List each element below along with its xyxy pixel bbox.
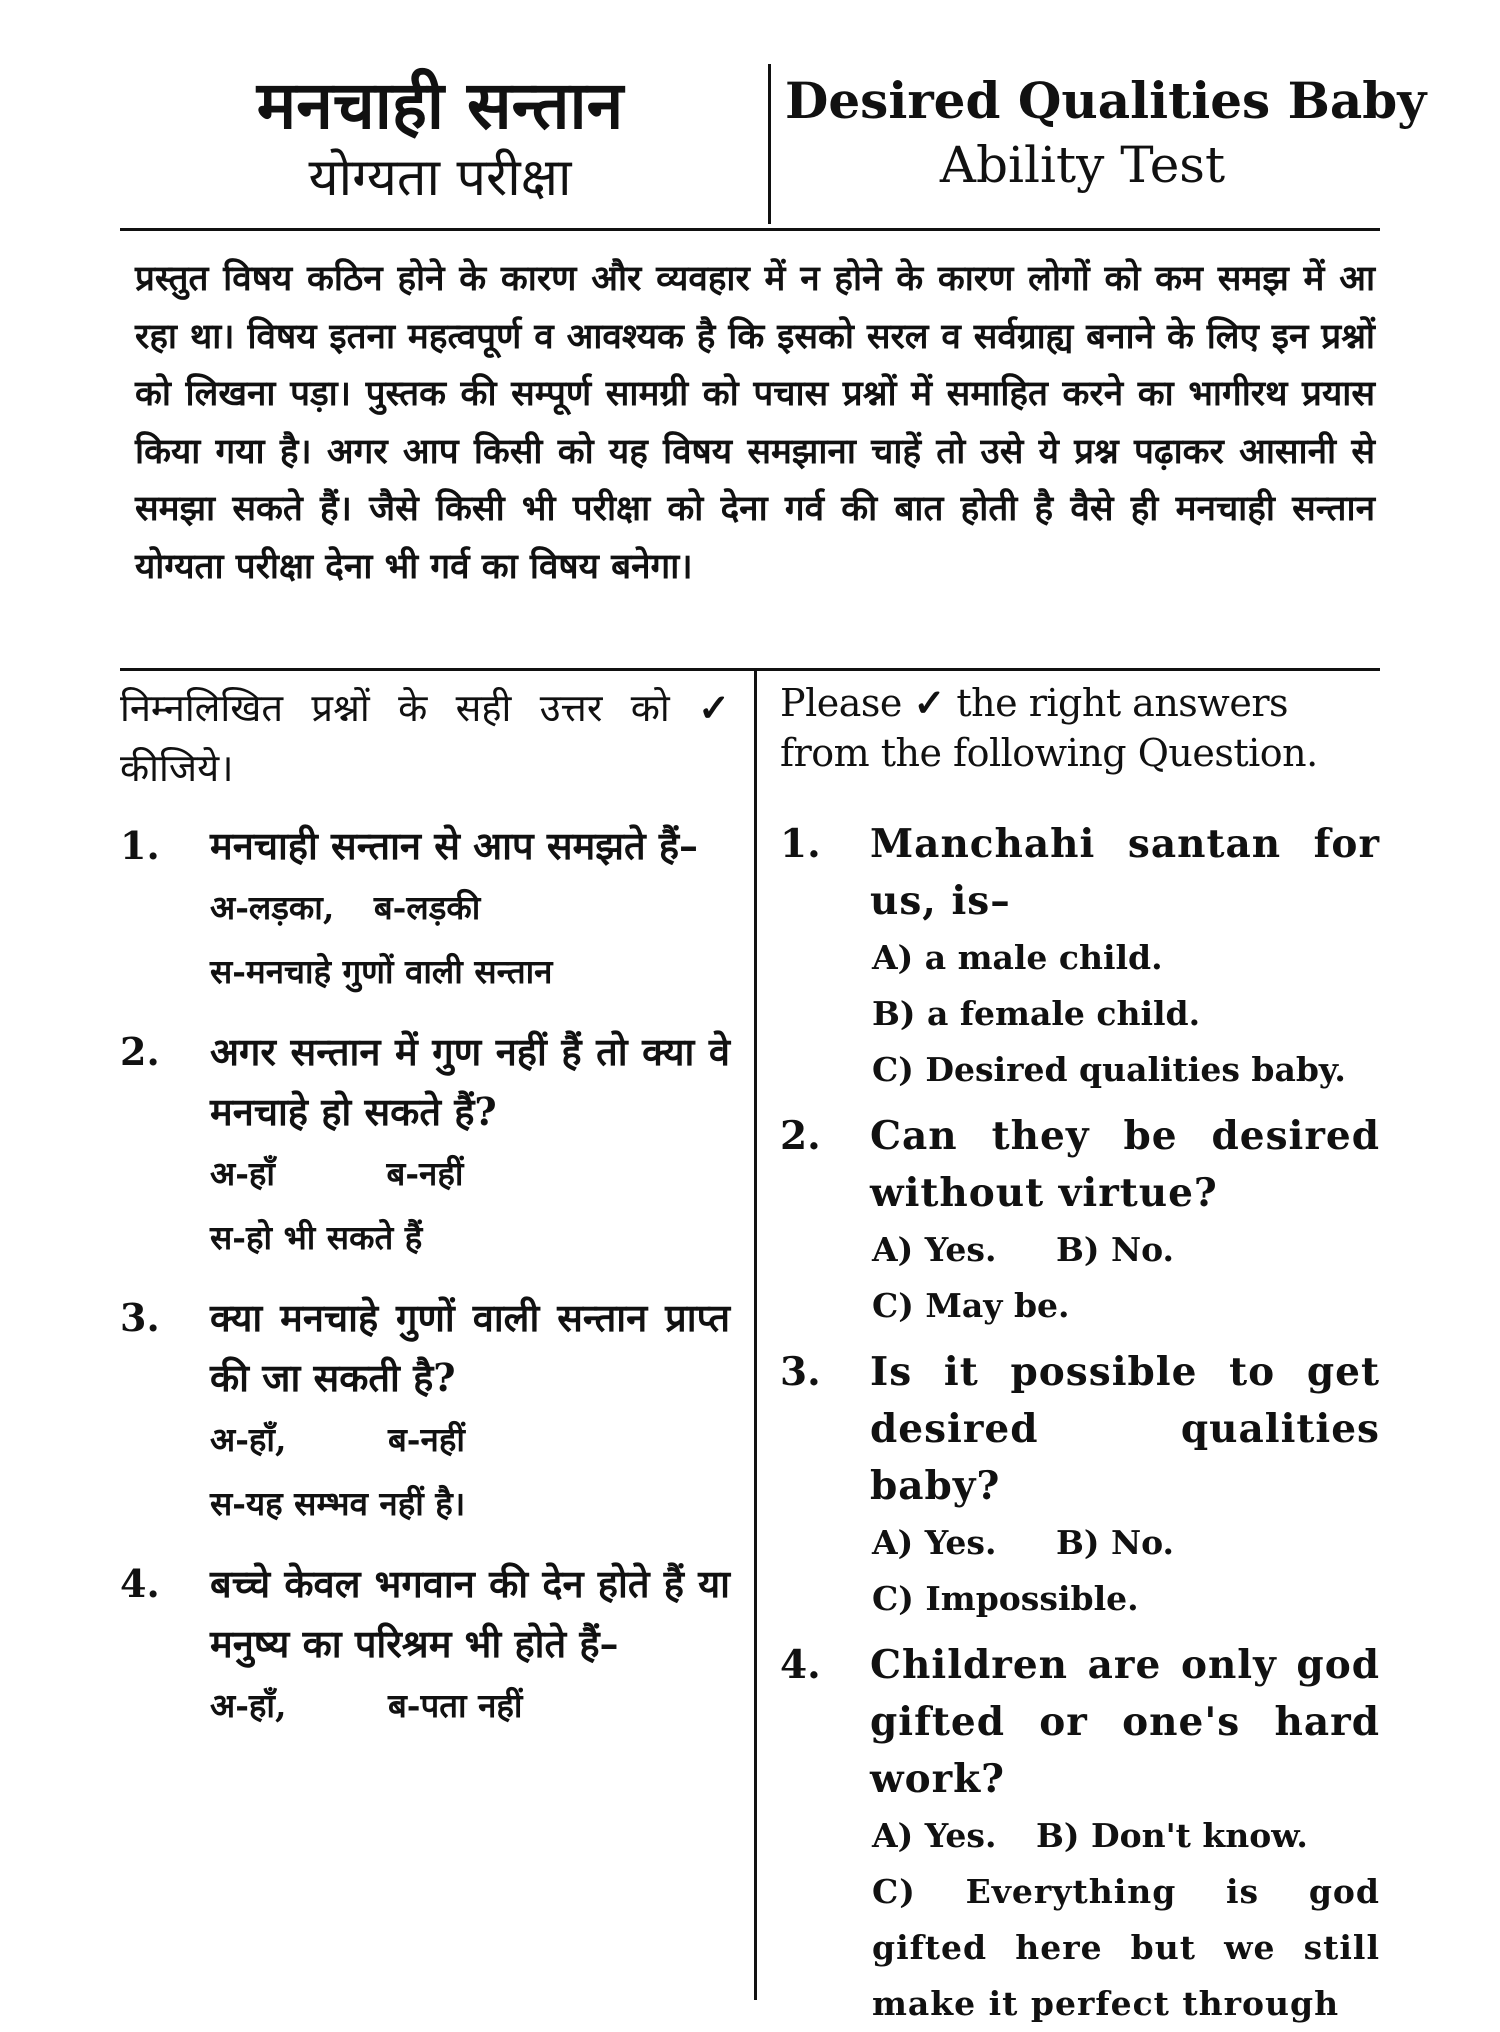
header-rule — [120, 228, 1380, 231]
hindi-options-3b — [120, 1472, 730, 1536]
hindi-options-4 — [120, 1674, 730, 1738]
english-question-1 — [780, 816, 1380, 930]
question-number: 4. — [780, 1642, 821, 1688]
header — [120, 60, 1427, 225]
question-text: Children are only god gifted or one's hard work? — [870, 1642, 1380, 1802]
intro-paragraph: प्रस्तुत विषय कठिन होने के कारण और व्यवहार में न होने के कारण लोगों को कम समझ में आ रहा था। विषय इतना महत्वपूर्ण व आवश्यक है कि इसको सरल व सर्वग्राह्य बनाने के लिए इन प्रश्नों को लिखना पड़ा। पुस्तक की सम्पूर्ण सामग्री को पचास प्रश्नों में समाहित करने का भागीरथ प्रयास किया गया है। अगर आप किसी को यह विषय समझाना चाहें तो उसे ये प्रश्न पढ़ाकर आसानी से समझा सकते हैं। जैसे किसी भी परीक्षा को देना गर्व की बात होती है वैसे ही मनचाही सन्तान योग्यता परीक्षा देना भी गर्व का विषय बनेगा। — [135, 258, 1375, 587]
english-options-3 — [780, 1515, 1380, 1571]
option: अ-लड़का, — [210, 888, 335, 927]
hindi-options-3 — [120, 1408, 730, 1472]
english-question-3 — [780, 1344, 1380, 1515]
question-number: 2. — [780, 1113, 821, 1159]
english-question-2 — [780, 1108, 1380, 1222]
intro-rule — [120, 668, 1380, 671]
hindi-question-1 — [120, 816, 730, 876]
option: अ-हाँ, — [210, 1420, 287, 1459]
hindi-question-2 — [120, 1022, 730, 1142]
subtitle-hindi: योग्यता परीक्षा — [308, 148, 572, 208]
hindi-question-3 — [120, 1288, 730, 1408]
option: ब-नहीं — [386, 1154, 464, 1193]
hindi-column — [120, 678, 730, 1738]
question-text: बच्चे केवल भगवान की देन होते हैं या मनुष्य का परिश्रम भी होते हैं– — [210, 1561, 730, 1666]
option: अ-हाँ, — [210, 1686, 287, 1725]
question-text: क्या मनचाहे गुणों वाली सन्तान प्राप्त की जा सकती है? — [210, 1295, 730, 1400]
option: स-यह सम्भव नहीं है। — [210, 1484, 466, 1523]
question-text: Is it possible to get desired qualities baby? — [870, 1349, 1380, 1509]
english-instruction-post: the right answers from the following Question. — [780, 681, 1318, 775]
option: C) Everything is god gifted here but we still make it perfect through — [872, 1872, 1380, 2023]
english-instruction-pre: Please — [780, 681, 902, 725]
question-number: 3. — [120, 1295, 160, 1340]
option: A) Yes. — [872, 1816, 997, 1855]
checkmark-icon: ✓ — [698, 685, 730, 730]
hindi-instruction — [120, 678, 730, 798]
header-divider — [768, 64, 771, 224]
title-hindi: मनचाही सन्तान — [256, 66, 624, 144]
question-text: Manchahi santan for us, is– — [870, 821, 1380, 924]
option: B) Don't know. — [1035, 1816, 1308, 1855]
hindi-options-2 — [120, 1142, 730, 1206]
option: B) a female child. — [872, 994, 1201, 1033]
option: B) No. — [1055, 1523, 1175, 1562]
question-number: 2. — [120, 1029, 160, 1074]
option: C) Impossible. — [872, 1579, 1139, 1618]
question-number: 4. — [120, 1561, 160, 1606]
option: स-हो भी सकते हैं — [210, 1218, 423, 1257]
subtitle-english: Ability Test — [939, 136, 1226, 194]
option: ब-नहीं — [387, 1420, 465, 1459]
english-question-4 — [780, 1637, 1380, 1808]
option: A) Yes. — [872, 1523, 997, 1562]
question-number: 3. — [780, 1349, 821, 1395]
title-english: Desired Qualities Baby — [785, 71, 1427, 130]
english-instruction — [780, 678, 1380, 778]
option: A) Yes. — [872, 1230, 997, 1269]
question-number: 1. — [120, 823, 160, 868]
header-hindi — [120, 60, 760, 225]
option: ब-पता नहीं — [387, 1686, 523, 1725]
hindi-question-4 — [120, 1554, 730, 1674]
question-text: अगर सन्तान में गुण नहीं हैं तो क्या वे मनचाहे हो सकते हैं? — [210, 1029, 730, 1134]
english-column — [780, 678, 1380, 2032]
hindi-options-2b — [120, 1206, 730, 1270]
hindi-instruction-post: कीजिये। — [120, 746, 234, 790]
option: स-मनचाहे गुणों वाली सन्तान — [210, 952, 553, 991]
header-english — [785, 60, 1427, 225]
option: A) a male child. — [872, 938, 1163, 977]
checkmark-icon: ✓ — [913, 680, 945, 725]
english-options-2 — [780, 1222, 1380, 1278]
question-text: Can they be desired without virtue? — [870, 1113, 1380, 1216]
column-divider — [754, 670, 757, 2000]
hindi-options-1b — [120, 940, 730, 1004]
question-number: 1. — [780, 821, 821, 867]
option: C) Desired qualities baby. — [872, 1050, 1346, 1089]
english-options-4 — [780, 1808, 1380, 1864]
question-text: मनचाही सन्तान से आप समझते हैं– — [210, 823, 699, 868]
hindi-instruction-pre: निम्नलिखित प्रश्नों के सही उत्तर को — [120, 686, 670, 730]
option: C) May be. — [872, 1286, 1070, 1325]
option: अ-हाँ — [210, 1154, 275, 1193]
option: B) No. — [1055, 1230, 1175, 1269]
option: ब-लड़की — [373, 888, 481, 927]
hindi-options-1 — [120, 876, 730, 940]
